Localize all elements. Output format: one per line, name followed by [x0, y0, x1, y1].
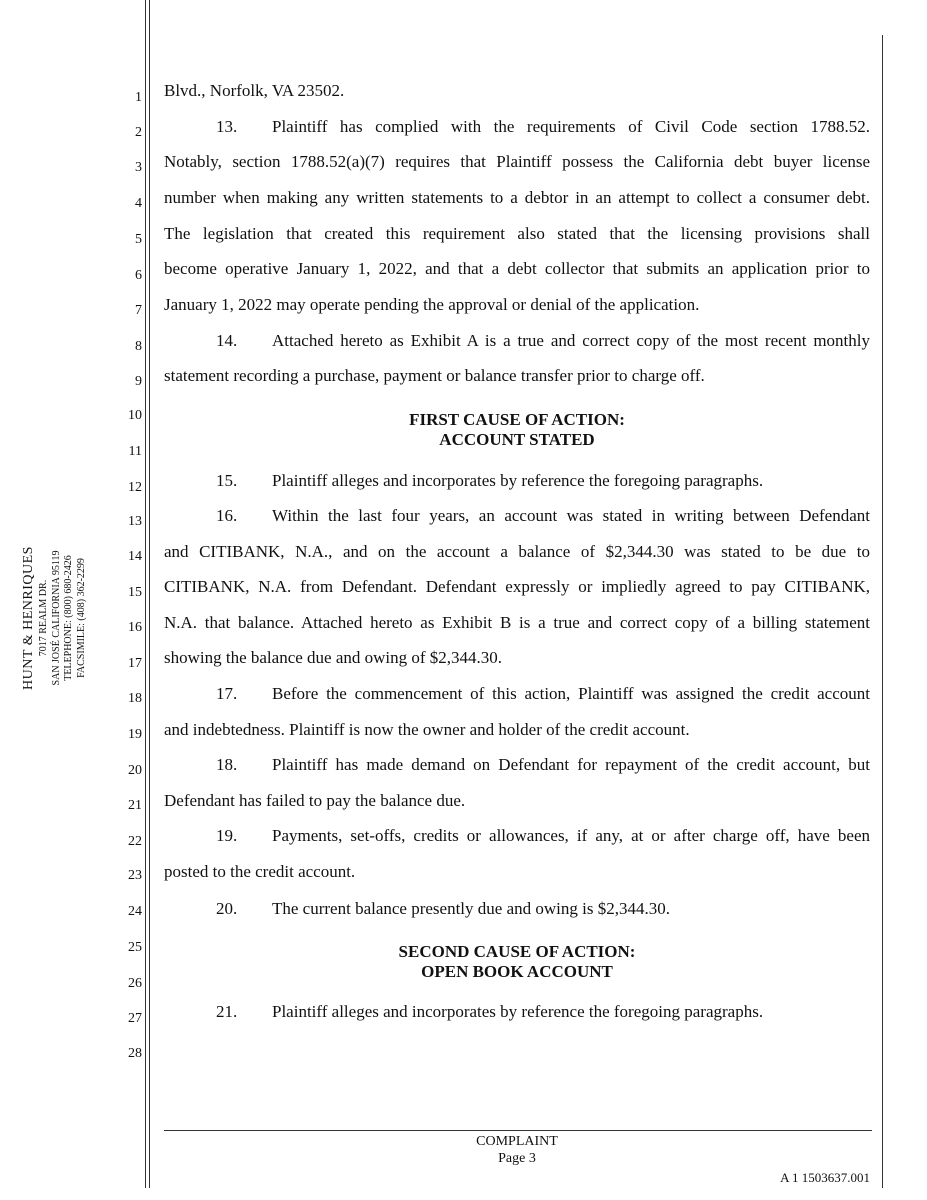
firm-telephone: TELEPHONE: (800) 680-2426 [63, 555, 74, 681]
paragraph-20 [216, 899, 670, 919]
body-line: Attached hereto as Exhibit A is a true and correct copy of the most recent monthly [272, 331, 870, 350]
section-heading-first-cause [164, 410, 870, 450]
firm-facsimile: FACSIMILE: (408) 362-2299 [75, 558, 87, 678]
line-number: 4 [135, 196, 142, 211]
line-number: 23 [128, 868, 142, 883]
body-line: number when making any written statements to a debtor in an attempt to collect a consumer debt. [164, 188, 870, 207]
heading-line: OPEN BOOK ACCOUNT [421, 962, 613, 981]
body-line: posted to the credit account. [164, 862, 356, 881]
section-heading-second-cause [164, 942, 870, 982]
paragraph-number: 14. [216, 331, 238, 350]
line-number: 5 [135, 232, 142, 247]
line-number: 11 [128, 444, 142, 459]
paragraph-number: 16. [216, 506, 238, 525]
paragraph-number: 21. [216, 1002, 238, 1021]
firm-address: 7017 REALM DR. [38, 579, 49, 657]
page-number: Page 3 [498, 1151, 536, 1166]
firm-city: SAN JOSÉ CALIFORNIA 95119 [50, 550, 62, 686]
paragraph-13-lead [216, 117, 870, 137]
line-number: 7 [135, 303, 142, 318]
line-number: 16 [128, 620, 142, 635]
paragraph-number: 13. [216, 117, 238, 136]
body-line: Defendant has failed to pay the balance due. [164, 791, 466, 810]
left-margin-rule-1 [145, 0, 146, 1188]
line-number: 14 [128, 549, 142, 564]
right-margin-rule [882, 35, 883, 1188]
firm-name: HUNT & HENRIQUES [21, 546, 36, 690]
line-number: 28 [128, 1046, 142, 1061]
body-line: January 1, 2022 may operate pending the approval or denial of the application. [164, 295, 700, 314]
footer [164, 1133, 870, 1167]
line-number: 8 [135, 339, 142, 354]
body-line: showing the balance due and owing of $2,344.30. [164, 648, 503, 667]
paragraph-15 [216, 471, 763, 491]
line-number: 9 [135, 374, 142, 389]
paragraph-21 [216, 1002, 763, 1022]
body-line: and indebtedness. Plaintiff is now the owner and holder of the credit account. [164, 720, 690, 739]
heading-line: FIRST CAUSE OF ACTION: [409, 410, 625, 429]
line-number: 1 [135, 90, 142, 105]
body-line: Plaintiff alleges and incorporates by reference the foregoing paragraphs. [272, 471, 764, 490]
paragraph-number: 15. [216, 471, 238, 490]
paragraph-17-lead [216, 684, 870, 704]
body-line: N.A. that balance. Attached hereto as Exhibit B is a true and correct copy of a billing statement [164, 613, 870, 632]
footer-rule [164, 1130, 872, 1131]
line-number: 3 [135, 160, 142, 175]
paragraph-number: 18. [216, 755, 238, 774]
line-number: 18 [128, 691, 142, 706]
body-line: Plaintiff alleges and incorporates by reference the foregoing paragraphs. [272, 1002, 764, 1021]
line-number: 22 [128, 834, 142, 849]
paragraph-19-lead [216, 826, 870, 846]
line-number: 27 [128, 1011, 142, 1026]
line-number: 26 [128, 976, 142, 991]
left-margin-rule-2 [149, 0, 150, 1188]
footer-title: COMPLAINT [476, 1134, 558, 1149]
line-number: 25 [128, 940, 142, 955]
body-line: Blvd., Norfolk, VA 23502. [164, 81, 345, 100]
body-line: CITIBANK, N.A. from Defendant. Defendant expressly or impliedly agreed to pay CITIBANK, [164, 577, 870, 596]
line-number: 13 [128, 514, 142, 529]
paragraph-number: 17. [216, 684, 238, 703]
body-line: The current balance presently due and owing is $2,344.30. [272, 899, 670, 918]
heading-line: SECOND CAUSE OF ACTION: [398, 942, 636, 961]
paragraph-number: 20. [216, 899, 238, 918]
line-number: 12 [128, 480, 142, 495]
body-line: statement recording a purchase, payment or balance transfer prior to charge off. [164, 366, 705, 385]
body-line: and CITIBANK, N.A., and on the account a balance of $2,344.30 was stated to be due to [164, 542, 870, 561]
firm-sidebar [20, 538, 110, 698]
body-line: Before the commencement of this action, Plaintiff was assigned the credit account [272, 684, 870, 703]
body-line: Plaintiff has made demand on Defendant for repayment of the credit account, but [272, 755, 870, 774]
line-number: 19 [128, 727, 142, 742]
body-line: Payments, set-offs, credits or allowances, if any, at or after charge off, have been [272, 826, 870, 845]
heading-line: ACCOUNT STATED [439, 430, 595, 449]
body-line: Within the last four years, an account was stated in writing between Defendant [272, 506, 870, 525]
paragraph-18-lead [216, 755, 870, 775]
line-number: 6 [135, 268, 142, 283]
paragraph-16-lead [216, 506, 870, 526]
body-line: The legislation that created this requirement also stated that the licensing provisions shall [164, 224, 870, 243]
line-number: 20 [128, 763, 142, 778]
line-number: 2 [135, 125, 142, 140]
document-id: A 1 1503637.001 [780, 1170, 870, 1185]
line-number: 21 [128, 798, 142, 813]
body-line: Notably, section 1788.52(a)(7) requires that Plaintiff possess the California debt buyer license [164, 152, 870, 171]
body-line: Plaintiff has complied with the requirements of Civil Code section 1788.52. [272, 117, 870, 136]
body-line: become operative January 1, 2022, and that a debt collector that submits an application prior to [164, 259, 870, 278]
line-number: 24 [128, 904, 142, 919]
line-number: 10 [128, 408, 142, 423]
line-number: 15 [128, 585, 142, 600]
paragraph-number: 19. [216, 826, 238, 845]
line-number: 17 [128, 656, 142, 671]
paragraph-14-lead [216, 331, 870, 351]
